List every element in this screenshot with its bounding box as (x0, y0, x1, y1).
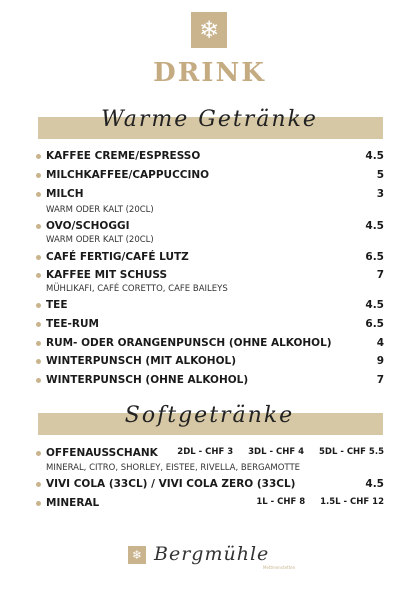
item-name: WINTERPUNSCH (OHNE ALKOHOL) (46, 374, 249, 386)
item-price: 4.5 (365, 220, 384, 232)
item-price: 7 (376, 374, 384, 386)
item-name: VIVI COLA (33CL) / VIVI COLA ZERO (33CL) (46, 478, 296, 490)
item-description: WARM ODER KALT (20CL) (46, 205, 154, 215)
price-option: 2DL - CHF 3 (177, 447, 234, 457)
item-price: 6.5 (365, 318, 384, 330)
item-price: 6.5 (365, 251, 384, 263)
bullet-icon (36, 482, 41, 487)
bullet-icon (36, 322, 41, 327)
item-price: 9 (376, 355, 384, 367)
section-heading-warm: Warme Getränke (101, 107, 318, 132)
item-name: RUM- ODER ORANGENPUNSCH (OHNE ALKOHOL) (46, 337, 332, 349)
item-description: MINERAL, CITRO, SHORLEY, EISTEE, RIVELLA, BERGAMOTTE (46, 463, 301, 473)
snowflake-icon: ❄ (198, 16, 220, 44)
price-option: 3DL - CHF 4 (248, 447, 305, 457)
bullet-icon (36, 192, 41, 197)
item-name: WINTERPUNSCH (MIT ALKOHOL) (46, 355, 236, 367)
section-heading-soft: Softgetränke (124, 403, 295, 428)
footer-brand-name: Bergmühle (154, 543, 270, 565)
item-price: 4 (376, 337, 384, 349)
item-name: OFFENAUSSCHANK (46, 447, 158, 459)
bullet-icon (36, 303, 41, 308)
item-prices (244, 497, 384, 507)
bullet-icon (36, 378, 41, 383)
item-price: 3 (376, 188, 384, 200)
price-option: 5DL - CHF 5.5 (318, 447, 384, 457)
item-name: MILCHKAFFEE/CAPPUCCINO (46, 169, 210, 181)
item-name: KAFFEE CREME/ESPRESSO (46, 150, 201, 162)
brand-logo (191, 12, 227, 48)
bullet-icon (36, 273, 41, 278)
item-name: OVO/SCHOGGI (46, 220, 130, 232)
price-option: 1L - CHF 8 (256, 497, 306, 507)
bullet-icon (36, 341, 41, 346)
bullet-icon (36, 173, 41, 178)
bullet-icon (36, 255, 41, 260)
price-option: 1.5L - CHF 12 (320, 497, 384, 507)
footer-brand-sub: Mettmenstetten (263, 565, 296, 570)
item-price: 4.5 (365, 150, 384, 162)
snowflake-icon: ❄ (131, 548, 143, 562)
item-description: WARM ODER KALT (20CL) (46, 235, 154, 245)
bullet-icon (36, 154, 41, 159)
footer-logo (128, 546, 146, 564)
item-name: MINERAL (46, 497, 100, 509)
item-price: 5 (376, 169, 384, 181)
bullet-icon (36, 451, 41, 456)
item-prices (165, 447, 384, 457)
bullet-icon (36, 359, 41, 364)
item-price: 7 (376, 269, 384, 281)
item-name: MILCH (46, 188, 84, 200)
item-name: KAFFEE MIT SCHUSS (46, 269, 168, 281)
item-name: TEE-RUM (46, 318, 99, 330)
item-description: MÜHLIKAFI, CAFÉ CORETTO, CAFE BAILEYS (46, 284, 228, 294)
page-title: DRINK (153, 58, 266, 88)
item-name: TEE (46, 299, 68, 311)
bullet-icon (36, 224, 41, 229)
item-name: CAFÉ FERTIG/CAFÉ LUTZ (46, 251, 189, 263)
item-price: 4.5 (365, 299, 384, 311)
bullet-icon (36, 501, 41, 506)
item-price: 4.5 (365, 478, 384, 490)
